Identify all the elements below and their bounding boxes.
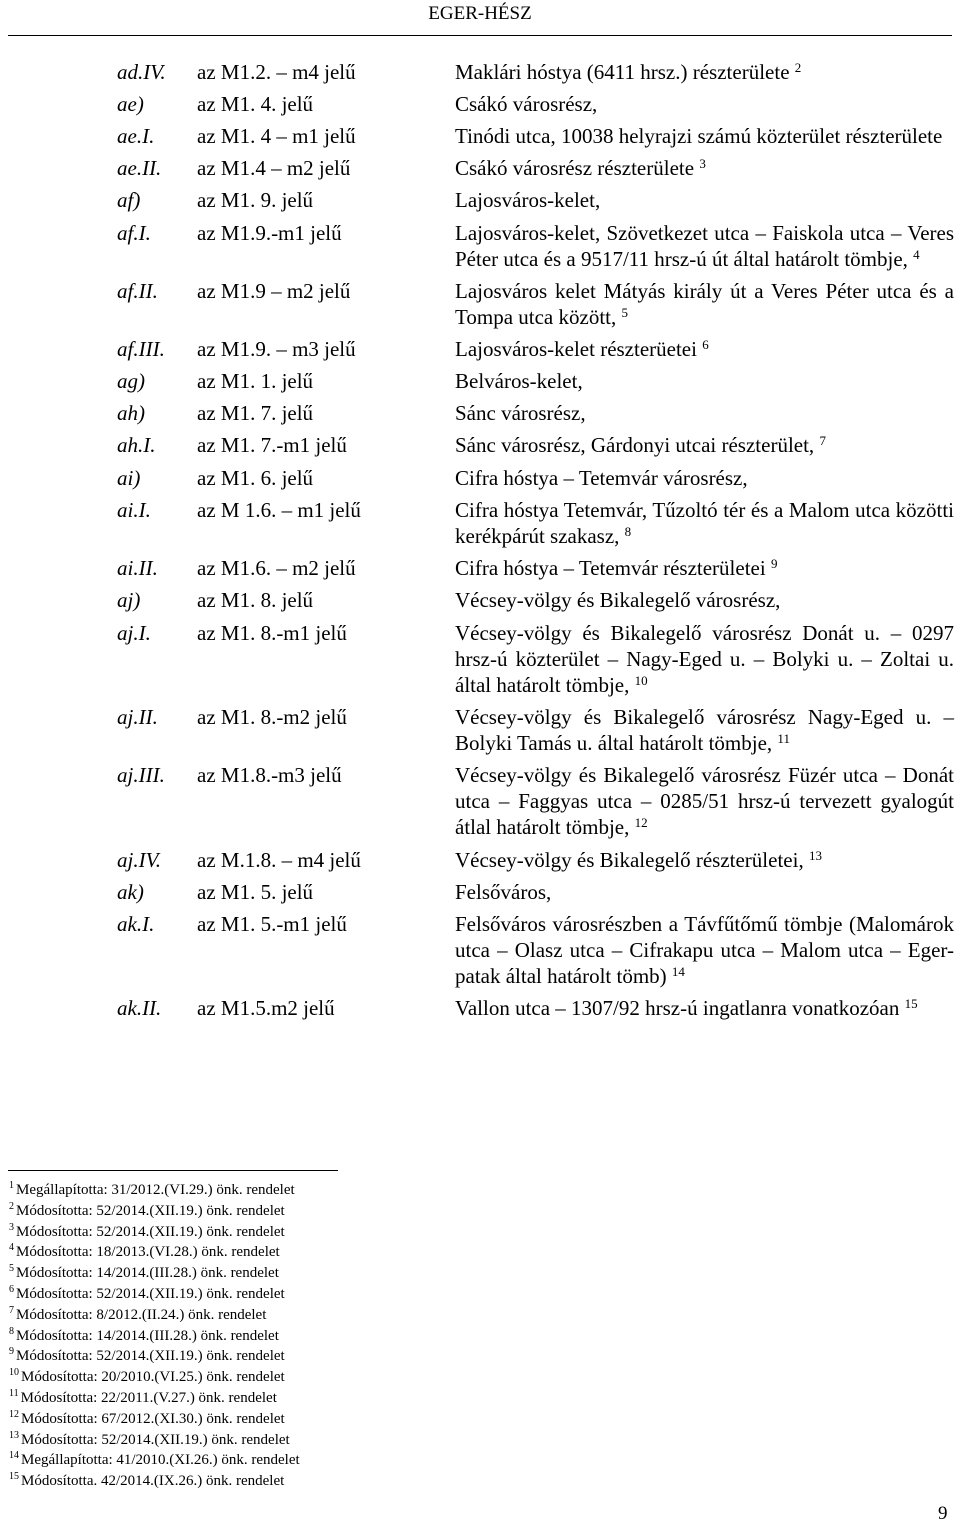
entry-designation: az M1.2. – m4 jelű: [197, 60, 356, 84]
entry-designation: az M1.6. – m2 jelű: [197, 556, 356, 580]
footnote-text: Módosította: 8/2012.(II.24.) önk. rendelet: [16, 1306, 267, 1323]
footnote-text: Megállapította: 41/2010.(XI.26.) önk. rendelet: [21, 1452, 300, 1469]
zone-entry: [0, 911, 960, 989]
entry-description-text: Vécsey-völgy és Bikalegelő városrész Nagy-Eged u. – Bolyki Tamás u. által határolt tömbje,: [455, 705, 954, 755]
page-number: 9: [938, 1503, 948, 1524]
zone-list: [0, 59, 960, 1021]
footnote-text: Módosította: 18/2013.(VI.28.) önk. rendelet: [16, 1244, 280, 1261]
entry-code: aj.IV.: [117, 848, 161, 872]
zone-entry: [0, 59, 960, 85]
entry-code: ae.I.: [117, 124, 155, 148]
entry-description-text: Vécsey-völgy és Bikalegelő városrész Donát u. – 0297 hrsz-ú közterület – Nagy-Eged u. – Bolyki u. – Zoltai u. által határolt tömbje,: [455, 621, 954, 697]
entry-designation: az M 1.6. – m1 jelű: [197, 498, 361, 522]
entry-description: [455, 879, 954, 905]
zone-entry: [0, 336, 960, 362]
zone-entry: [0, 465, 960, 491]
entry-code: af.I.: [117, 221, 151, 245]
footnote-text: Módosította: 14/2014.(III.28.) önk. rendelet: [16, 1327, 279, 1344]
entry-code: aj.II.: [117, 705, 158, 729]
entry-code: af.III.: [117, 337, 165, 361]
entry-code: ak.II.: [117, 996, 162, 1020]
footnote: [9, 1180, 300, 1201]
footnote-separator: [8, 1170, 338, 1171]
entry-description: [455, 620, 954, 698]
entry-description: [455, 220, 954, 272]
entry-designation: az M1. 5.-m1 jelű: [197, 912, 347, 936]
zone-entry: [0, 847, 960, 873]
entry-code: aj): [117, 588, 141, 612]
footnote-text: Módosította: 52/2014.(XII.19.) önk. rendelet: [16, 1348, 285, 1365]
entry-description-text: Csákó városrész,: [455, 92, 598, 116]
footnote: [9, 1201, 300, 1222]
zone-entry: [0, 497, 960, 549]
entry-description-text: Lajosváros-kelet, Szövetkezet utca – Faiskola utca – Veres Péter utca és a 9517/11 hrsz-ú út által határolt tömbje,: [455, 221, 954, 271]
entry-description: [455, 704, 954, 756]
entry-description: [455, 497, 954, 549]
zone-entry: [0, 879, 960, 905]
zone-entry: [0, 587, 960, 613]
entry-description-text: Tinódi utca, 10038 helyrajzi számú közterület részterülete: [455, 124, 943, 148]
entry-designation: az M1.4 – m2 jelű: [197, 156, 351, 180]
entry-designation: az M1. 7. jelű: [197, 401, 314, 425]
entry-description: [455, 59, 954, 85]
footnote: [9, 1388, 300, 1409]
entry-designation: az M1.9 – m2 jelű: [197, 279, 351, 303]
entry-description: [455, 155, 954, 181]
footnote-text: Módosította: 22/2011.(V.27.) önk. rendelet: [20, 1389, 277, 1406]
entry-description-text: Vécsey-völgy és Bikalegelő városrész Füzér utca – Donát utca – Faggyas utca – 0285/51 hrsz-ú tervezett gyalogút átlal határolt tömbje,: [455, 763, 954, 839]
footnote-reference[interactable]: 15: [904, 996, 918, 1011]
zone-entry: [0, 123, 960, 149]
entry-code: ah.I.: [117, 433, 156, 457]
footnote-number: 13: [9, 1429, 19, 1441]
entry-description: [455, 911, 954, 989]
entry-code: ad.IV.: [117, 60, 166, 84]
entry-description-text: Cifra hóstya – Tetemvár városrész,: [455, 466, 748, 490]
entry-designation: az M1. 8. jelű: [197, 588, 314, 612]
entry-description: [455, 762, 954, 840]
footnote-number: 9: [9, 1346, 14, 1358]
footnote: [9, 1367, 300, 1388]
footnote-text: Módosította: 20/2010.(VI.25.) önk. rendelet: [21, 1369, 285, 1386]
entry-description-text: Lajosváros kelet Mátyás király út a Veres Péter utca és a Tompa utca között,: [455, 279, 954, 329]
entry-code: ai.I.: [117, 498, 151, 522]
footnote-text: Módosította: 52/2014.(XII.19.) önk. rendelet: [16, 1223, 285, 1240]
zone-entry: [0, 155, 960, 181]
footnote: [9, 1263, 300, 1284]
entry-description-text: Sánc városrész, Gárdonyi utcai részterület,: [455, 433, 815, 457]
entry-description: [455, 432, 954, 458]
entry-designation: az M1. 1. jelű: [197, 369, 314, 393]
footnote: [9, 1305, 300, 1326]
zone-entry: [0, 432, 960, 458]
entry-description: [455, 187, 954, 213]
footnote-text: Módosította: 52/2014.(XII.19.) önk. rendelet: [21, 1431, 290, 1448]
footnote-reference[interactable]: 2: [794, 60, 802, 75]
entry-code: ak): [117, 880, 144, 904]
entry-description: [455, 465, 954, 491]
footnote: [9, 1430, 300, 1451]
entry-description-text: Sánc városrész,: [455, 401, 586, 425]
footnote-number: 15: [9, 1471, 19, 1483]
entry-designation: az M1. 8.-m2 jelű: [197, 705, 347, 729]
footnote-reference[interactable]: 12: [634, 815, 648, 830]
entry-description-text: Lajosváros-kelet,: [455, 188, 601, 212]
entry-description: [455, 587, 954, 613]
entry-description-text: Vécsey-völgy és Bikalegelő részterületei,: [455, 848, 804, 872]
footnote-text: Módosította: 52/2014.(XII.19.) önk. rendelet: [16, 1202, 285, 1219]
zone-entry: [0, 220, 960, 272]
footnote-reference[interactable]: 10: [634, 673, 648, 688]
footnote-text: Módosította. 42/2014.(IX.26.) önk. rendelet: [21, 1473, 285, 1490]
entry-description-text: Csákó városrész részterülete: [455, 156, 695, 180]
footnote: [9, 1222, 300, 1243]
zone-entry: [0, 762, 960, 840]
entry-description-text: Belváros-kelet,: [455, 369, 583, 393]
footnote-reference[interactable]: 5: [621, 305, 628, 320]
footnote: [9, 1471, 300, 1492]
footnote-reference[interactable]: 6: [702, 337, 709, 352]
footnote-text: Megállapította: 31/2012.(VI.29.) önk. rendelet: [16, 1182, 295, 1198]
entry-code: aj.III.: [117, 763, 165, 787]
footnote-text: Módosította: 67/2012.(XI.30.) önk. rendelet: [21, 1410, 285, 1427]
entry-designation: az M1. 7.-m1 jelű: [197, 433, 347, 457]
footnote-number: 11: [9, 1387, 19, 1399]
entry-code: af): [117, 188, 141, 212]
entry-designation: az M1. 4. jelű: [197, 92, 314, 116]
footnote-number: 8: [9, 1325, 14, 1337]
footnote-reference[interactable]: 3: [699, 156, 706, 171]
footnote-reference[interactable]: 13: [808, 848, 822, 863]
footnote: [9, 1242, 300, 1263]
entry-description: [455, 123, 954, 149]
page-header: EGER-HÉSZ: [428, 3, 532, 24]
entry-designation: az M1. 5. jelű: [197, 880, 314, 904]
footnote: [9, 1409, 300, 1430]
entry-description-text: Felsőváros,: [455, 880, 552, 904]
entry-description: [455, 336, 954, 362]
footnote-number: 12: [9, 1408, 19, 1420]
footnote-reference[interactable]: 9: [770, 556, 778, 571]
entry-description: [455, 555, 954, 581]
entry-code: ae): [117, 92, 144, 116]
footnote-number: 2: [9, 1200, 14, 1212]
footnote-reference[interactable]: 4: [913, 247, 920, 262]
zone-entry: [0, 400, 960, 426]
entry-description: [455, 368, 954, 394]
header-rule: [8, 35, 952, 36]
entry-description-text: Maklári hóstya (6411 hrsz.) részterülete: [455, 60, 790, 84]
entry-designation: az M1.9.-m1 jelű: [197, 221, 342, 245]
entry-code: ai): [117, 466, 141, 490]
footnote-number: 14: [9, 1450, 19, 1462]
entry-description-text: Lajosváros-kelet részterüetei: [455, 337, 697, 361]
entry-designation: az M1.9. – m3 jelű: [197, 337, 356, 361]
entry-code: ae.II.: [117, 156, 162, 180]
footnote-reference[interactable]: 11: [777, 731, 790, 746]
zone-entry: [0, 91, 960, 117]
entry-designation: az M.1.8. – m4 jelű: [197, 848, 361, 872]
footnote: [9, 1284, 300, 1305]
footnote-number: 6: [9, 1283, 14, 1295]
footnote-list: [9, 1180, 300, 1492]
entry-designation: az M1. 9. jelű: [197, 188, 314, 212]
entry-description: [455, 400, 954, 426]
footnote-number: 5: [9, 1263, 14, 1275]
entry-code: aj.I.: [117, 621, 151, 645]
footnote-number: 3: [9, 1221, 14, 1233]
footnote-number: 10: [9, 1367, 19, 1379]
entry-description-text: Cifra hóstya – Tetemvár részterületei: [455, 556, 766, 580]
entry-code: ak.I.: [117, 912, 155, 936]
footnote: [9, 1346, 300, 1367]
entry-code: ag): [117, 369, 145, 393]
zone-entry: [0, 555, 960, 581]
zone-entry: [0, 187, 960, 213]
zone-entry: [0, 278, 960, 330]
entry-designation: az M1.8.-m3 jelű: [197, 763, 342, 787]
zone-entry: [0, 620, 960, 698]
footnote: [9, 1450, 300, 1471]
entry-description: [455, 278, 954, 330]
footnote-reference[interactable]: 7: [819, 433, 826, 448]
footnote-reference[interactable]: 14: [671, 964, 685, 979]
entry-code: af.II.: [117, 279, 158, 303]
entry-description: [455, 91, 954, 117]
footnote: [9, 1326, 300, 1347]
entry-description: [455, 847, 954, 873]
footnote-reference[interactable]: 8: [624, 524, 632, 539]
entry-designation: az M1.5.m2 jelű: [197, 996, 335, 1020]
entry-description-text: Felsőváros városrészben a Távfűtőmű tömbje (Malomárok utca – Olasz utca – Cifrakapu utca – Malom utca – Eger-patak által határolt tömb): [455, 912, 954, 988]
entry-designation: az M1. 8.-m1 jelű: [197, 621, 347, 645]
footnote-text: Módosította: 52/2014.(XII.19.) önk. rendelet: [16, 1285, 285, 1302]
zone-entry: [0, 704, 960, 756]
entry-code: ah): [117, 401, 145, 425]
footnote-number: 4: [9, 1242, 14, 1254]
entry-code: ai.II.: [117, 556, 158, 580]
footnote-text: Módosította: 14/2014.(III.28.) önk. rendelet: [16, 1265, 279, 1282]
entry-description-text: Vallon utca – 1307/92 hrsz-ú ingatlanra vonatkozóan: [455, 996, 900, 1020]
zone-entry: [0, 995, 960, 1021]
entry-description: [455, 995, 954, 1021]
footnote-number: 1: [9, 1180, 14, 1191]
entry-designation: az M1. 6. jelű: [197, 466, 314, 490]
entry-description-text: Cifra hóstya Tetemvár, Tűzoltó tér és a Malom utca közötti kerékpárút szakasz,: [455, 498, 954, 548]
entry-description-text: Vécsey-völgy és Bikalegelő városrész,: [455, 588, 781, 612]
footnote-number: 7: [9, 1304, 14, 1316]
zone-entry: [0, 368, 960, 394]
entry-designation: az M1. 4 – m1 jelű: [197, 124, 356, 148]
